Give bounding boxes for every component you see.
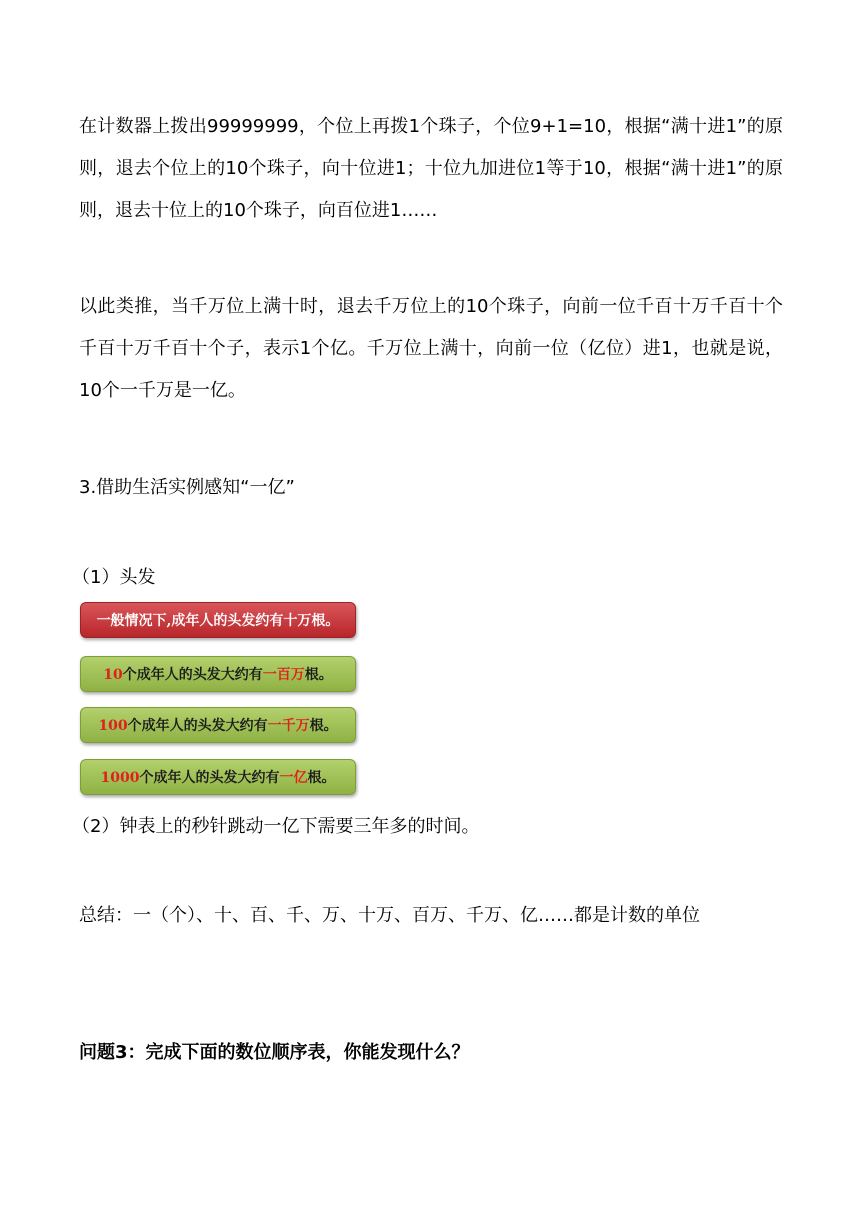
banner-number: 100 xyxy=(98,718,128,734)
paragraph-inference: 以此类推，当千万位上满十时，退去千万位上的10个珠子，向前一位千百十万千百十个千百十万千百十个子，表示1个亿。千万位上满十，向前一位（亿位）进1，也就是说，10个一千万是一亿。 xyxy=(79,296,783,401)
banner-100-adults xyxy=(80,707,356,743)
banner-text: 个成年人的头发大约有 xyxy=(139,770,280,786)
banner-highlight: 一千万 xyxy=(267,718,310,734)
banner-end: 根。 xyxy=(304,667,333,683)
banner-text: 个成年人的头发大约有 xyxy=(127,718,268,734)
paragraph-counter: 在计数器上拨出99999999，个位上再拨1个珠子，个位9+1=10，根据“满十进1”的原则，退去个位上的10个珠子，向十位进1；十位九加进位1等于10，根据“满十进1”的原则，退去十位上的10个珠子，向百位进1…… xyxy=(79,116,783,221)
banner-10-adults xyxy=(80,656,356,692)
section-3-title: 3.借助生活实例感知“一亿” xyxy=(79,477,295,498)
banner-end: 根。 xyxy=(307,770,336,786)
banner-1000-adults xyxy=(80,759,356,795)
banner-text: 个成年人的头发大约有 xyxy=(122,667,263,683)
banner-adult-hair: 一般情况下,成年人的头发约有十万根。 xyxy=(80,602,356,638)
question-3: 问题3：完成下面的数位顺序表，你能发现什么？ xyxy=(79,1042,470,1063)
summary-paragraph: 总结：一（个）、十、百、千、万、十万、百万、千万、亿……都是计数的单位 xyxy=(79,905,700,926)
clock-line: （2）钟表上的秒针跳动一亿下需要三年多的时间。 xyxy=(72,816,480,837)
banner-number: 1000 xyxy=(100,770,140,786)
banner-highlight: 一亿 xyxy=(279,770,308,786)
hair-subtitle: （1）头发 xyxy=(72,567,156,588)
banner-end: 根。 xyxy=(309,718,338,734)
banner-number: 10 xyxy=(103,667,123,683)
banner-highlight: 一百万 xyxy=(262,667,305,683)
